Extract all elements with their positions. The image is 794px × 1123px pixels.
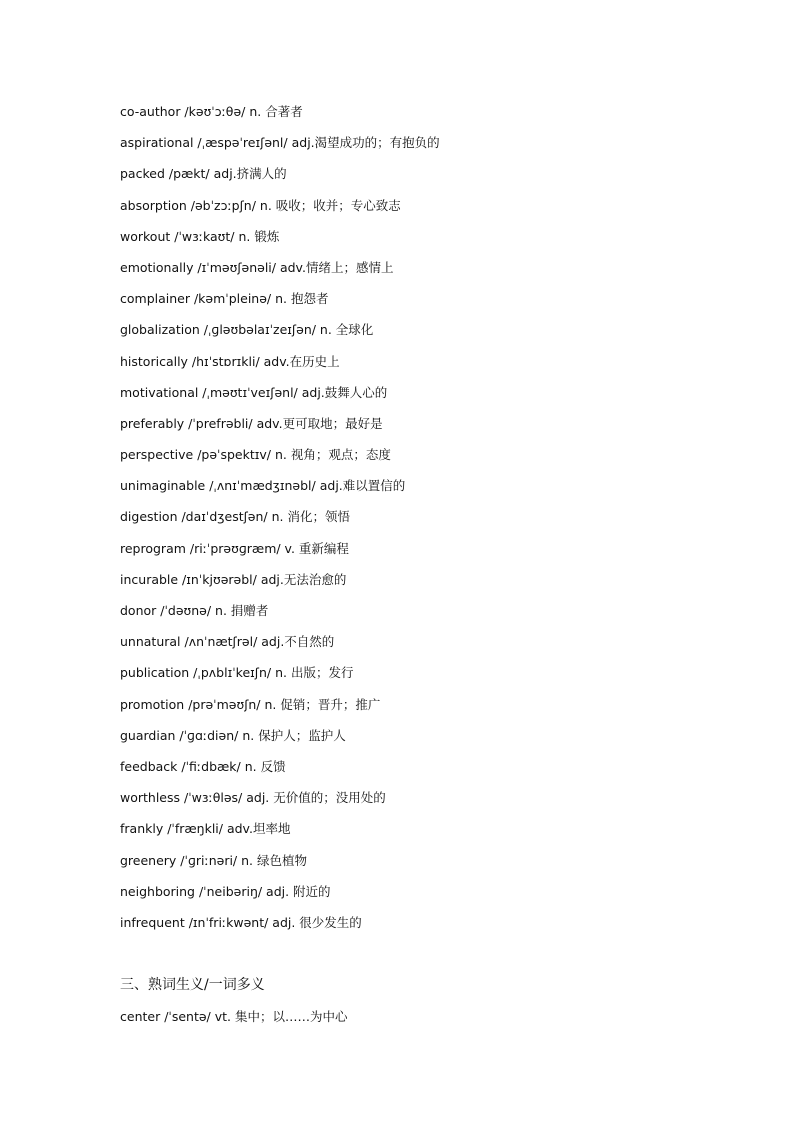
vocab-entry: aspirational /ˌæspəˈreɪʃənl/ adj.渴望成功的；有抱负的 bbox=[120, 135, 440, 151]
vocab-entry: absorption /əbˈzɔːpʃn/ n. 吸收；收并；专心致志 bbox=[120, 197, 401, 213]
vocab-entry: motivational /ˌməʊtɪˈveɪʃənl/ adj.鼓舞人心的 bbox=[120, 384, 388, 400]
vocab-entry: feedback /ˈfiːdbæk/ n. 反馈 bbox=[120, 758, 286, 774]
vocab-entry: promotion /prəˈməʊʃn/ n. 促销；晋升；推广 bbox=[120, 696, 381, 712]
section-heading: 三、熟词生义/一词多义 bbox=[120, 977, 265, 993]
vocab-entry: workout /ˈwɜːkaʊt/ n. 锻炼 bbox=[120, 228, 280, 244]
vocab-entry: perspective /pəˈspektɪv/ n. 视角；观点；态度 bbox=[120, 447, 391, 463]
vocabulary-list bbox=[120, 101, 760, 943]
vocab-entry: co-author /kəʊˈɔːθə/ n. 合著者 bbox=[120, 104, 303, 119]
vocab-entry: neighboring /ˈneibəriŋ/ adj. 附近的 bbox=[120, 883, 331, 899]
vocab-entry: publication /ˌpʌblɪˈkeɪʃn/ n. 出版；发行 bbox=[120, 665, 354, 681]
vocab-entry: worthless /ˈwɜːθləs/ adj. 无价值的；没用处的 bbox=[120, 790, 386, 806]
vocab-entry: greenery /ˈɡriːnəri/ n. 绿色植物 bbox=[120, 852, 307, 868]
vocab-entry: donor /ˈdəʊnə/ n. 捐赠者 bbox=[120, 603, 269, 618]
vocab-entry: unimaginable /ˌʌnɪˈmædʒɪnəbl/ adj.难以置信的 bbox=[120, 478, 406, 494]
vocab-entry: complainer /kəmˈpleinə/ n. 抱怨者 bbox=[120, 291, 329, 307]
vocab-entry: digestion /daɪˈdʒestʃən/ n. 消化；领悟 bbox=[120, 509, 350, 525]
vocab-entry: preferably /ˈprefrəbli/ adv.更可取地；最好是 bbox=[120, 415, 383, 431]
vocab-entry: globalization /ˌɡləʊbəlaɪˈzeɪʃən/ n. 全球化 bbox=[120, 322, 374, 338]
vocab-entry: frankly /ˈfræŋkli/ adv.坦率地 bbox=[120, 821, 291, 837]
vocab-entry: packed /pækt/ adj.挤满人的 bbox=[120, 166, 287, 182]
vocab-entry: infrequent /ɪnˈfriːkwənt/ adj. 很少发生的 bbox=[120, 914, 362, 930]
vocab-entry: historically /hɪˈstɒrɪkli/ adv.在历史上 bbox=[120, 353, 340, 369]
vocab-entry: incurable /ɪnˈkjʊərəbl/ adj.无法治愈的 bbox=[120, 571, 347, 587]
vocab-entry: center /ˈsentə/ vt. 集中；以……为中心 bbox=[120, 1009, 348, 1024]
vocab-entry: emotionally /ɪˈməʊʃənəli/ adv.情绪上；感情上 bbox=[120, 259, 394, 275]
vocab-entry: reprogram /riːˈprəʊɡræm/ v. 重新编程 bbox=[120, 540, 349, 556]
vocab-entry: unnatural /ʌnˈnætʃrəl/ adj.不自然的 bbox=[120, 634, 335, 650]
vocab-entry: guardian /ˈɡɑːdiən/ n. 保护人；监护人 bbox=[120, 727, 346, 743]
